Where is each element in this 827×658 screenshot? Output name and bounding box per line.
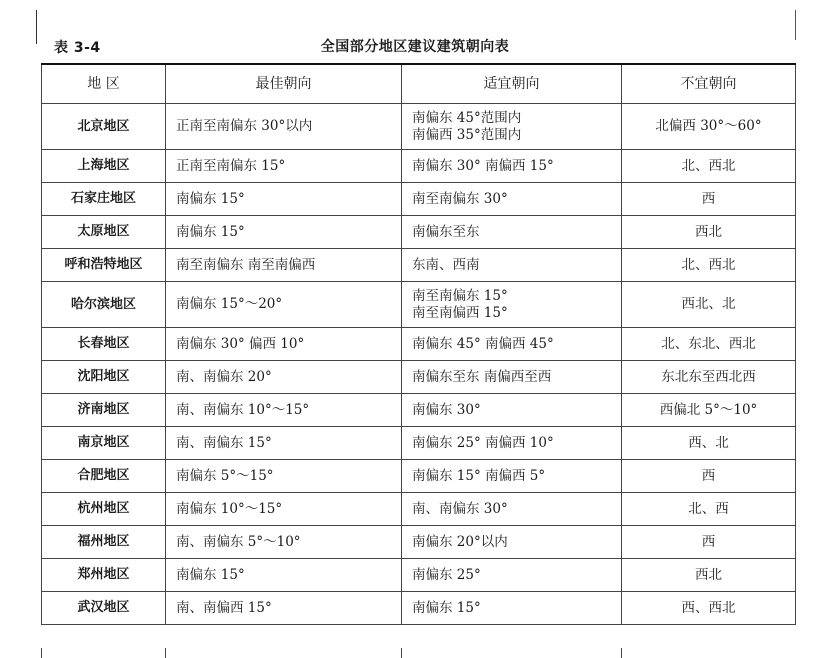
cell-best-orientation: 南偏东 30° 偏西 10° [166, 328, 402, 361]
cell-suitable-orientation [402, 526, 622, 559]
suitable-line: 南偏西 35°范围内 [412, 126, 522, 143]
cell-unsuitable-orientation: 西北 [622, 559, 796, 592]
table-row [42, 328, 796, 361]
cell-region: 上海地区 [42, 150, 166, 183]
cell-suitable-orientation [402, 249, 622, 282]
orientation-table [41, 63, 796, 625]
cell-unsuitable-orientation: 西北 [622, 216, 796, 249]
cell-unsuitable-orientation: 北、西 [622, 493, 796, 526]
cell-suitable-orientation [402, 592, 622, 625]
suitable-line: 南偏东 15° 南偏西 5° [412, 467, 546, 484]
cell-suitable-orientation [402, 427, 622, 460]
table-row [42, 150, 796, 183]
page-edge-rule-right [795, 10, 796, 40]
cell-best-orientation: 南、南偏东 10°～15° [166, 394, 402, 427]
suitable-line: 南偏东 30° 南偏西 15° [412, 157, 554, 174]
suitable-line: 南偏东 45° 南偏西 45° [412, 335, 554, 352]
suitable-line: 南至南偏东 30° [412, 190, 508, 207]
suitable-line: 南偏东 20°以内 [412, 533, 508, 550]
table-header-row [42, 64, 796, 104]
cell-region: 郑州地区 [42, 559, 166, 592]
suitable-line: 南、南偏东 30° [412, 500, 508, 517]
table-row [42, 427, 796, 460]
cell-suitable-orientation [402, 282, 622, 328]
suitable-line: 南偏东 30° [412, 401, 481, 418]
table-row [42, 104, 796, 150]
cell-best-orientation: 南、南偏东 20° [166, 361, 402, 394]
cell-best-orientation: 南偏东 10°～15° [166, 493, 402, 526]
cell-suitable-orientation [402, 493, 622, 526]
cell-best-orientation: 南偏东 15° [166, 216, 402, 249]
cell-suitable-orientation [402, 559, 622, 592]
cell-region: 北京地区 [42, 104, 166, 150]
table-row [42, 183, 796, 216]
table-row [42, 592, 796, 625]
suitable-line: 南偏东 25° 南偏西 10° [412, 434, 554, 451]
cell-suitable-orientation [402, 150, 622, 183]
cell-unsuitable-orientation: 西、北 [622, 427, 796, 460]
cell-region: 南京地区 [42, 427, 166, 460]
suitable-line: 南偏东 15° [412, 599, 481, 616]
suitable-line: 南偏东至东 [412, 223, 480, 240]
cell-unsuitable-orientation: 西 [622, 183, 796, 216]
table-row [42, 249, 796, 282]
table-row [42, 394, 796, 427]
cell-suitable-orientation [402, 216, 622, 249]
cell-unsuitable-orientation: 西 [622, 526, 796, 559]
cell-best-orientation: 正南至南偏东 15° [166, 150, 402, 183]
header-region: 地 区 [42, 64, 166, 104]
cell-best-orientation: 南、南偏西 15° [166, 592, 402, 625]
table-row [42, 460, 796, 493]
cell-region: 福州地区 [42, 526, 166, 559]
cell-unsuitable-orientation: 东北东至西北西 [622, 361, 796, 394]
table-row-cut-off [41, 648, 795, 658]
table-row [42, 216, 796, 249]
suitable-line: 东南、西南 [412, 256, 480, 273]
cell-best-orientation: 南偏东 15° [166, 559, 402, 592]
suitable-line: 南偏东 45°范围内 [412, 110, 522, 127]
cell-best-orientation: 南偏东 5°～15° [166, 460, 402, 493]
cell-region: 石家庄地区 [42, 183, 166, 216]
cell-unsuitable-orientation: 北、西北 [622, 150, 796, 183]
cell-unsuitable-orientation: 北偏西 30°～60° [622, 104, 796, 150]
table-row [42, 559, 796, 592]
cell-suitable-orientation [402, 394, 622, 427]
cell-unsuitable-orientation: 西、西北 [622, 592, 796, 625]
cell-best-orientation: 南偏东 15° [166, 183, 402, 216]
cell-unsuitable-orientation: 西偏北 5°～10° [622, 394, 796, 427]
cell-region: 哈尔滨地区 [42, 282, 166, 328]
cell-suitable-orientation [402, 460, 622, 493]
cell-suitable-orientation [402, 361, 622, 394]
suitable-line: 南偏东至东 南偏西至西 [412, 368, 552, 385]
cell-unsuitable-orientation: 西 [622, 460, 796, 493]
cell-unsuitable-orientation: 北、西北 [622, 249, 796, 282]
table-number: 表 3-4 [54, 40, 101, 56]
cell-best-orientation: 正南至南偏东 30°以内 [166, 104, 402, 150]
cell-region: 沈阳地区 [42, 361, 166, 394]
cell-suitable-orientation [402, 104, 622, 150]
cell-region: 长春地区 [42, 328, 166, 361]
cell-best-orientation: 南、南偏东 5°～10° [166, 526, 402, 559]
cell-best-orientation: 南、南偏东 15° [166, 427, 402, 460]
cell-region: 武汉地区 [42, 592, 166, 625]
suitable-line: 南至南偏东 15° [412, 288, 508, 305]
header-best: 最佳朝向 [166, 64, 402, 104]
suitable-line: 南偏东 25° [412, 566, 481, 583]
cell-unsuitable-orientation: 西北、北 [622, 282, 796, 328]
cell-best-orientation: 南至南偏东 南至南偏西 [166, 249, 402, 282]
cell-region: 太原地区 [42, 216, 166, 249]
cell-suitable-orientation [402, 183, 622, 216]
table-row [42, 526, 796, 559]
header-suitable: 适宜朝向 [402, 64, 622, 104]
cell-suitable-orientation [402, 328, 622, 361]
table-title: 全国部分地区建议建筑朝向表 [320, 39, 510, 55]
table-row [42, 282, 796, 328]
cell-region: 呼和浩特地区 [42, 249, 166, 282]
header-unsuitable: 不宜朝向 [622, 64, 796, 104]
cell-region: 杭州地区 [42, 493, 166, 526]
cell-best-orientation: 南偏东 15°～20° [166, 282, 402, 328]
table-row [42, 493, 796, 526]
page-edge-rule-left [36, 10, 37, 44]
cell-region: 合肥地区 [42, 460, 166, 493]
table-row [42, 361, 796, 394]
cell-unsuitable-orientation: 北、东北、西北 [622, 328, 796, 361]
cell-region: 济南地区 [42, 394, 166, 427]
suitable-line: 南至南偏西 15° [412, 304, 508, 321]
